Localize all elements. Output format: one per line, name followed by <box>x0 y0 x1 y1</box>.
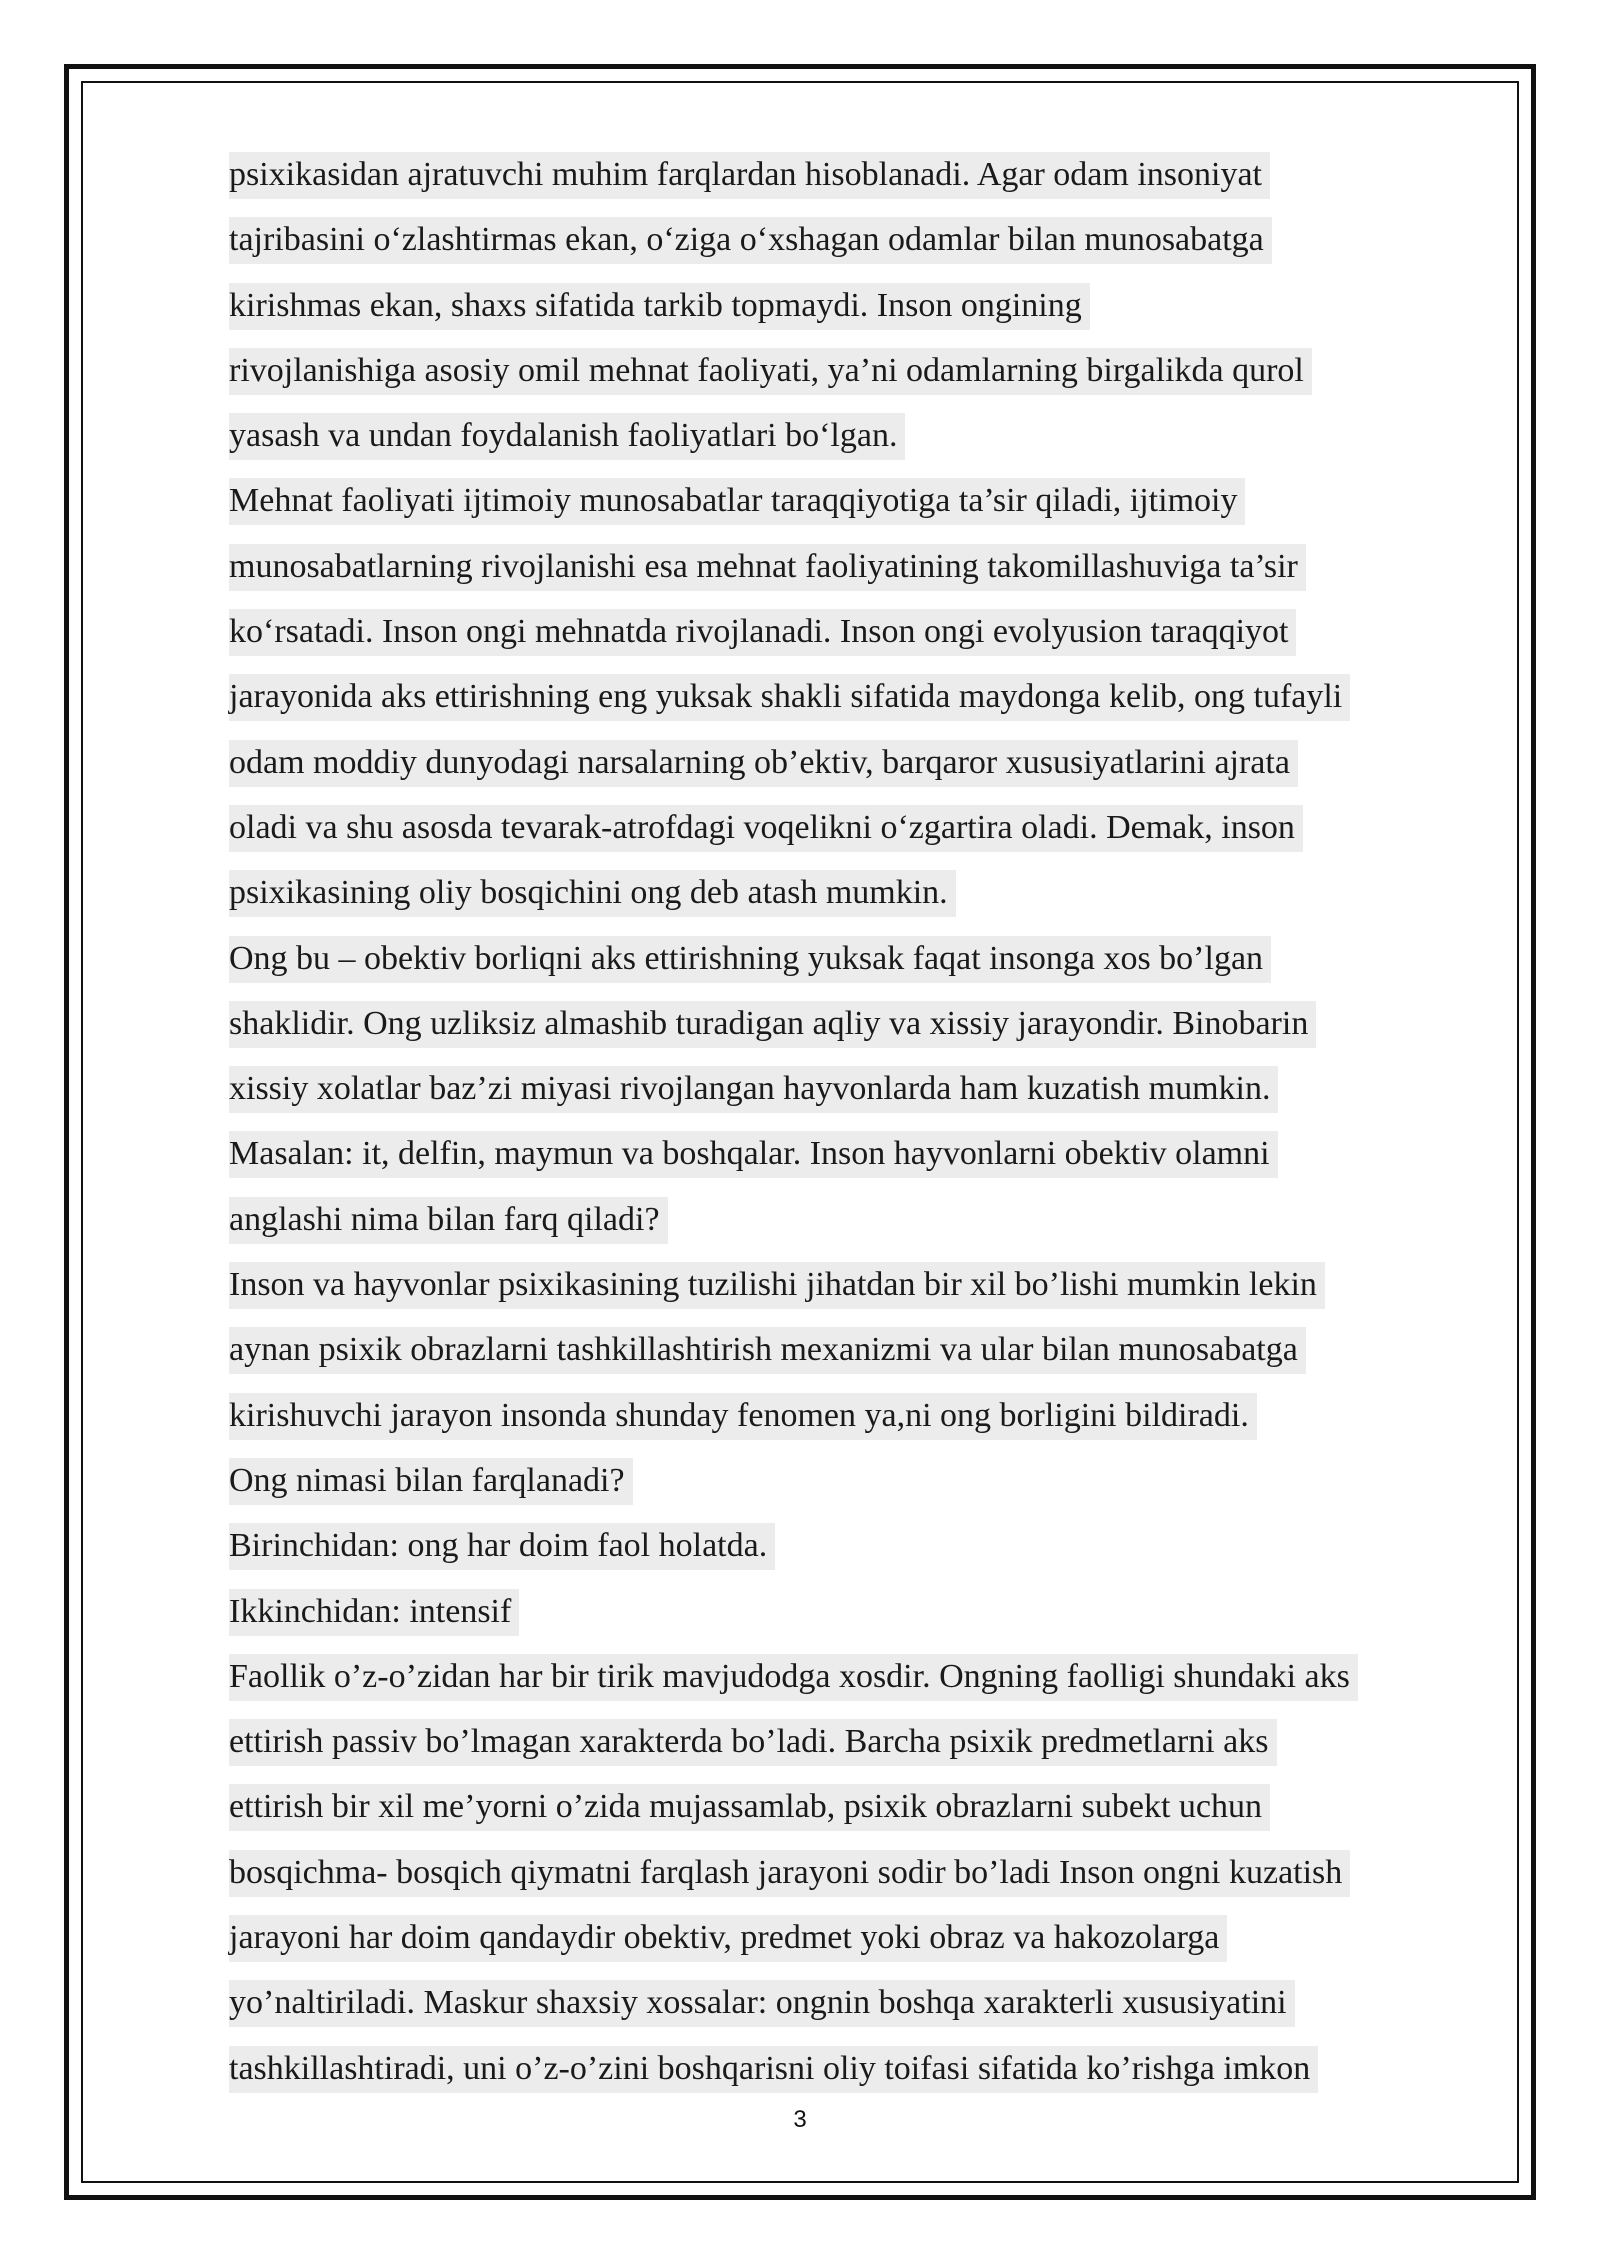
text-line <box>229 1321 1529 1386</box>
text-line-content: Ong bu – obektiv borliqni aks ettirishning yuksak faqat insonga xos bo’lgan <box>229 936 1271 983</box>
text-line <box>229 734 1529 799</box>
document-body <box>229 146 1529 2105</box>
text-line <box>229 472 1529 537</box>
text-line <box>229 146 1529 211</box>
text-line-content: Faollik o’z-o’zidan har bir tirik mavjudodga xosdir. Ongning faolligi shundaki aks <box>229 1654 1358 1701</box>
text-line <box>229 1060 1529 1125</box>
text-line-content: yo’naltiriladi. Maskur shaxsiy xossalar: ongnin boshqa xarakterli xususiyatini <box>229 1980 1295 2027</box>
text-line-content: ettirish bir xil me’yorni o’zida mujassamlab, psixik obrazlarni subekt uchun <box>229 1784 1270 1831</box>
text-line-content: aynan psixik obrazlarni tashkillashtirish mexanizmi va ular bilan munosabatga <box>229 1327 1306 1374</box>
text-line <box>229 603 1529 668</box>
text-line-content: kirishmas ekan, shaxs sifatida tarkib topmaydi. Inson ongining <box>229 283 1090 330</box>
text-line-content: shaklidir. Ong uzliksiz almashib turadigan aqliy va xissiy jarayondir. Binobarin <box>229 1001 1316 1048</box>
text-line-content: munosabatlarning rivojlanishi esa mehnat faoliyatining takomillashuviga ta’sir <box>229 544 1306 591</box>
text-line-content: psixikasining oliy bosqichini ong deb atash mumkin. <box>229 870 956 917</box>
text-line <box>229 1648 1529 1713</box>
text-line-content: Masalan: it, delfin, maymun va boshqalar. Inson hayvonlarni obektiv olamni <box>229 1131 1278 1178</box>
text-line <box>229 1517 1529 1582</box>
text-line-content: psixikasidan ajratuvchi muhim farqlardan hisoblanadi. Agar odam insoniyat <box>229 152 1270 199</box>
text-line-content: anglashi nima bilan farq qiladi? <box>229 1197 668 1244</box>
text-line <box>229 2040 1529 2105</box>
text-line <box>229 1387 1529 1452</box>
text-line <box>229 1974 1529 2039</box>
text-line <box>229 668 1529 733</box>
text-line <box>229 864 1529 929</box>
text-line-content: yasash va undan foydalanish faoliyatlari bo‘lgan. <box>229 413 905 460</box>
text-line <box>229 277 1529 342</box>
text-line <box>229 1125 1529 1190</box>
text-line-content: Inson va hayvonlar psixikasining tuzilishi jihatdan bir xil bo’lishi mumkin lekin <box>229 1262 1325 1309</box>
text-line <box>229 342 1529 407</box>
text-line <box>229 407 1529 472</box>
text-line <box>229 995 1529 1060</box>
text-line <box>229 930 1529 995</box>
text-line-content: jarayoni har doim qandaydir obektiv, predmet yoki obraz va hakozolarga <box>229 1915 1227 1962</box>
text-line <box>229 1191 1529 1256</box>
text-line-content: Mehnat faoliyati ijtimoiy munosabatlar taraqqiyotiga ta’sir qiladi, ijtimoiy <box>229 478 1245 525</box>
text-line <box>229 538 1529 603</box>
text-line <box>229 1844 1529 1909</box>
text-line <box>229 1713 1529 1778</box>
text-line <box>229 1583 1529 1648</box>
text-line-content: kirishuvchi jarayon insonda shunday fenomen ya,ni ong borligini bildiradi. <box>229 1393 1257 1440</box>
text-line-content: jarayonida aks ettirishning eng yuksak shakli sifatida maydonga kelib, ong tufayli <box>229 674 1350 721</box>
text-line-content: xissiy xolatlar baz’zi miyasi rivojlangan hayvonlarda ham kuzatish mumkin. <box>229 1066 1278 1113</box>
text-line-content: odam moddiy dunyodagi narsalarning ob’ektiv, barqaror xususiyatlarini ajrata <box>229 740 1298 787</box>
text-line-content: rivojlanishiga asosiy omil mehnat faoliyati, ya’ni odamlarning birgalikda qurol <box>229 348 1312 395</box>
text-line <box>229 1909 1529 1974</box>
text-line-content: bosqichma- bosqich qiymatni farqlash jarayoni sodir bo’ladi Inson ongni kuzatish <box>229 1850 1350 1897</box>
text-line-content: tajribasini o‘zlashtirmas ekan, o‘ziga o‘xshagan odamlar bilan munosabatga <box>229 217 1272 264</box>
text-line-content: ettirish passiv bo’lmagan xarakterda bo’ladi. Barcha psixik predmetlarni aks <box>229 1719 1277 1766</box>
text-line <box>229 1778 1529 1843</box>
text-line-content: Ong nimasi bilan farqlanadi? <box>229 1458 633 1505</box>
text-line <box>229 799 1529 864</box>
text-line-content: tashkillashtiradi, uni o’z-o’zini boshqarisni oliy toifasi sifatida ko’rishga imkon <box>229 2046 1318 2093</box>
text-line-content: Birinchidan: ong har doim faol holatda. <box>229 1523 775 1570</box>
text-line <box>229 1452 1529 1517</box>
page-number: 3 <box>793 2106 807 2133</box>
text-line <box>229 211 1529 276</box>
text-line <box>229 1256 1529 1321</box>
text-line-content: oladi va shu asosda tevarak-atrofdagi voqelikni o‘zgartira oladi. Demak, inson <box>229 805 1303 852</box>
text-line-content: Ikkinchidan: intensif <box>229 1589 519 1636</box>
text-line-content: ko‘rsatadi. Inson ongi mehnatda rivojlanadi. Inson ongi evolyusion taraqqiyot <box>229 609 1296 656</box>
